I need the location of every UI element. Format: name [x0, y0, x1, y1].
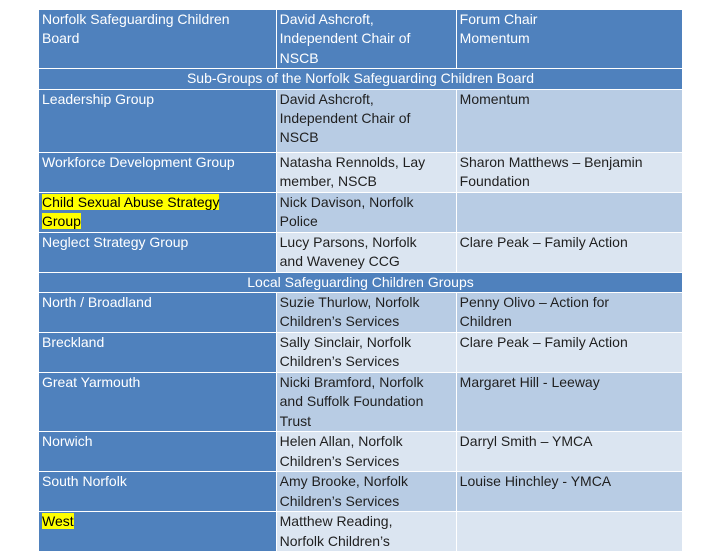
safeguarding-table — [38, 9, 683, 552]
group-name: Great Yarmouth — [42, 374, 141, 391]
group-cell — [39, 152, 277, 192]
chair-name: Helen Allan, Norfolk Children’s Services — [279, 433, 403, 469]
forum-cell — [456, 293, 682, 333]
forum-cell — [456, 512, 682, 552]
table-row — [39, 432, 683, 472]
chair-name: Nicki Bramford, Norfolk and Suffolk Foundation Trust — [279, 374, 424, 429]
section-sub-groups: Sub-Groups of the Norfolk Safeguarding Children Board — [39, 69, 683, 89]
group-cell — [39, 232, 277, 272]
forum-name: Louise Hinchley - YMCA — [459, 473, 612, 490]
group-cell — [39, 333, 277, 373]
header-chair: David Ashcroft, Independent Chair of NSCB — [279, 11, 411, 66]
chair-name: Amy Brooke, Norfolk Children’s Services — [279, 473, 409, 509]
group-name: Breckland — [42, 334, 105, 351]
table-row — [39, 152, 683, 192]
group-name-highlighted: Child Sexual Abuse Strategy Group — [42, 193, 220, 230]
forum-cell — [456, 232, 682, 272]
group-name: Neglect Strategy Group — [42, 233, 189, 250]
forum-name: Momentum — [459, 90, 530, 107]
forum-name: Clare Peak – Family Action — [459, 233, 628, 250]
header-board-cell — [39, 10, 277, 69]
header-board: Norfolk Safeguarding Children Board — [42, 11, 230, 47]
group-cell — [39, 89, 277, 152]
table-row — [39, 333, 683, 373]
header-forum-cell — [456, 10, 682, 69]
table-row — [39, 512, 683, 552]
header-chair-cell — [276, 10, 456, 69]
table-row — [39, 89, 683, 152]
table-row — [39, 232, 683, 272]
table-row — [39, 293, 683, 333]
chair-cell — [276, 293, 456, 333]
chair-cell — [276, 373, 456, 432]
group-name-highlighted: West — [42, 513, 74, 530]
forum-name: Clare Peak – Family Action — [459, 334, 628, 351]
section-row-local — [39, 272, 683, 292]
forum-cell — [456, 472, 682, 512]
group-cell — [39, 192, 277, 232]
group-name: Norwich — [42, 433, 93, 450]
group-cell — [39, 293, 277, 333]
table-row — [39, 472, 683, 512]
chair-name: Lucy Parsons, Norfolk and Waveney CCG — [279, 233, 417, 270]
forum-cell — [456, 333, 682, 373]
group-cell — [39, 512, 277, 552]
chair-name: Nick Davison, Norfolk Police — [279, 193, 414, 230]
chair-cell — [276, 333, 456, 373]
forum-cell — [456, 152, 682, 192]
forum-cell — [456, 373, 682, 432]
group-name: Workforce Development Group — [42, 153, 235, 170]
forum-name: Margaret Hill - Leeway — [459, 374, 600, 391]
group-name: Leadership Group — [42, 90, 155, 107]
table-row — [39, 373, 683, 432]
chair-cell — [276, 89, 456, 152]
forum-name: Darryl Smith – YMCA — [459, 433, 593, 450]
forum-cell — [456, 89, 682, 152]
table-row — [39, 192, 683, 232]
group-name: North / Broadland — [42, 294, 152, 311]
group-cell — [39, 472, 277, 512]
forum-cell — [456, 192, 682, 232]
chair-name: Natasha Rennolds, Lay member, NSCB — [279, 153, 426, 190]
chair-cell — [276, 232, 456, 272]
forum-name: Penny Olivo – Action for Children — [459, 294, 610, 330]
group-name: South Norfolk — [42, 473, 127, 490]
header-row — [39, 10, 683, 69]
chair-name: Suzie Thurlow, Norfolk Children’s Services — [279, 294, 420, 330]
chair-cell — [276, 472, 456, 512]
chair-cell — [276, 192, 456, 232]
chair-name: Sally Sinclair, Norfolk Children’s Services — [279, 334, 412, 370]
section-local: Local Safeguarding Children Groups — [39, 272, 683, 292]
group-cell — [39, 373, 277, 432]
chair-cell — [276, 432, 456, 472]
forum-cell — [456, 432, 682, 472]
chair-name: David Ashcroft, Independent Chair of NSCB — [279, 90, 411, 146]
group-cell — [39, 432, 277, 472]
chair-cell — [276, 152, 456, 192]
chair-name: Matthew Reading, Norfolk Children’s — [279, 513, 393, 549]
forum-name: Sharon Matthews – Benjamin Foundation — [459, 153, 643, 190]
section-row-sub-groups — [39, 69, 683, 89]
header-forum: Forum Chair Momentum — [459, 11, 538, 47]
chair-cell — [276, 512, 456, 552]
